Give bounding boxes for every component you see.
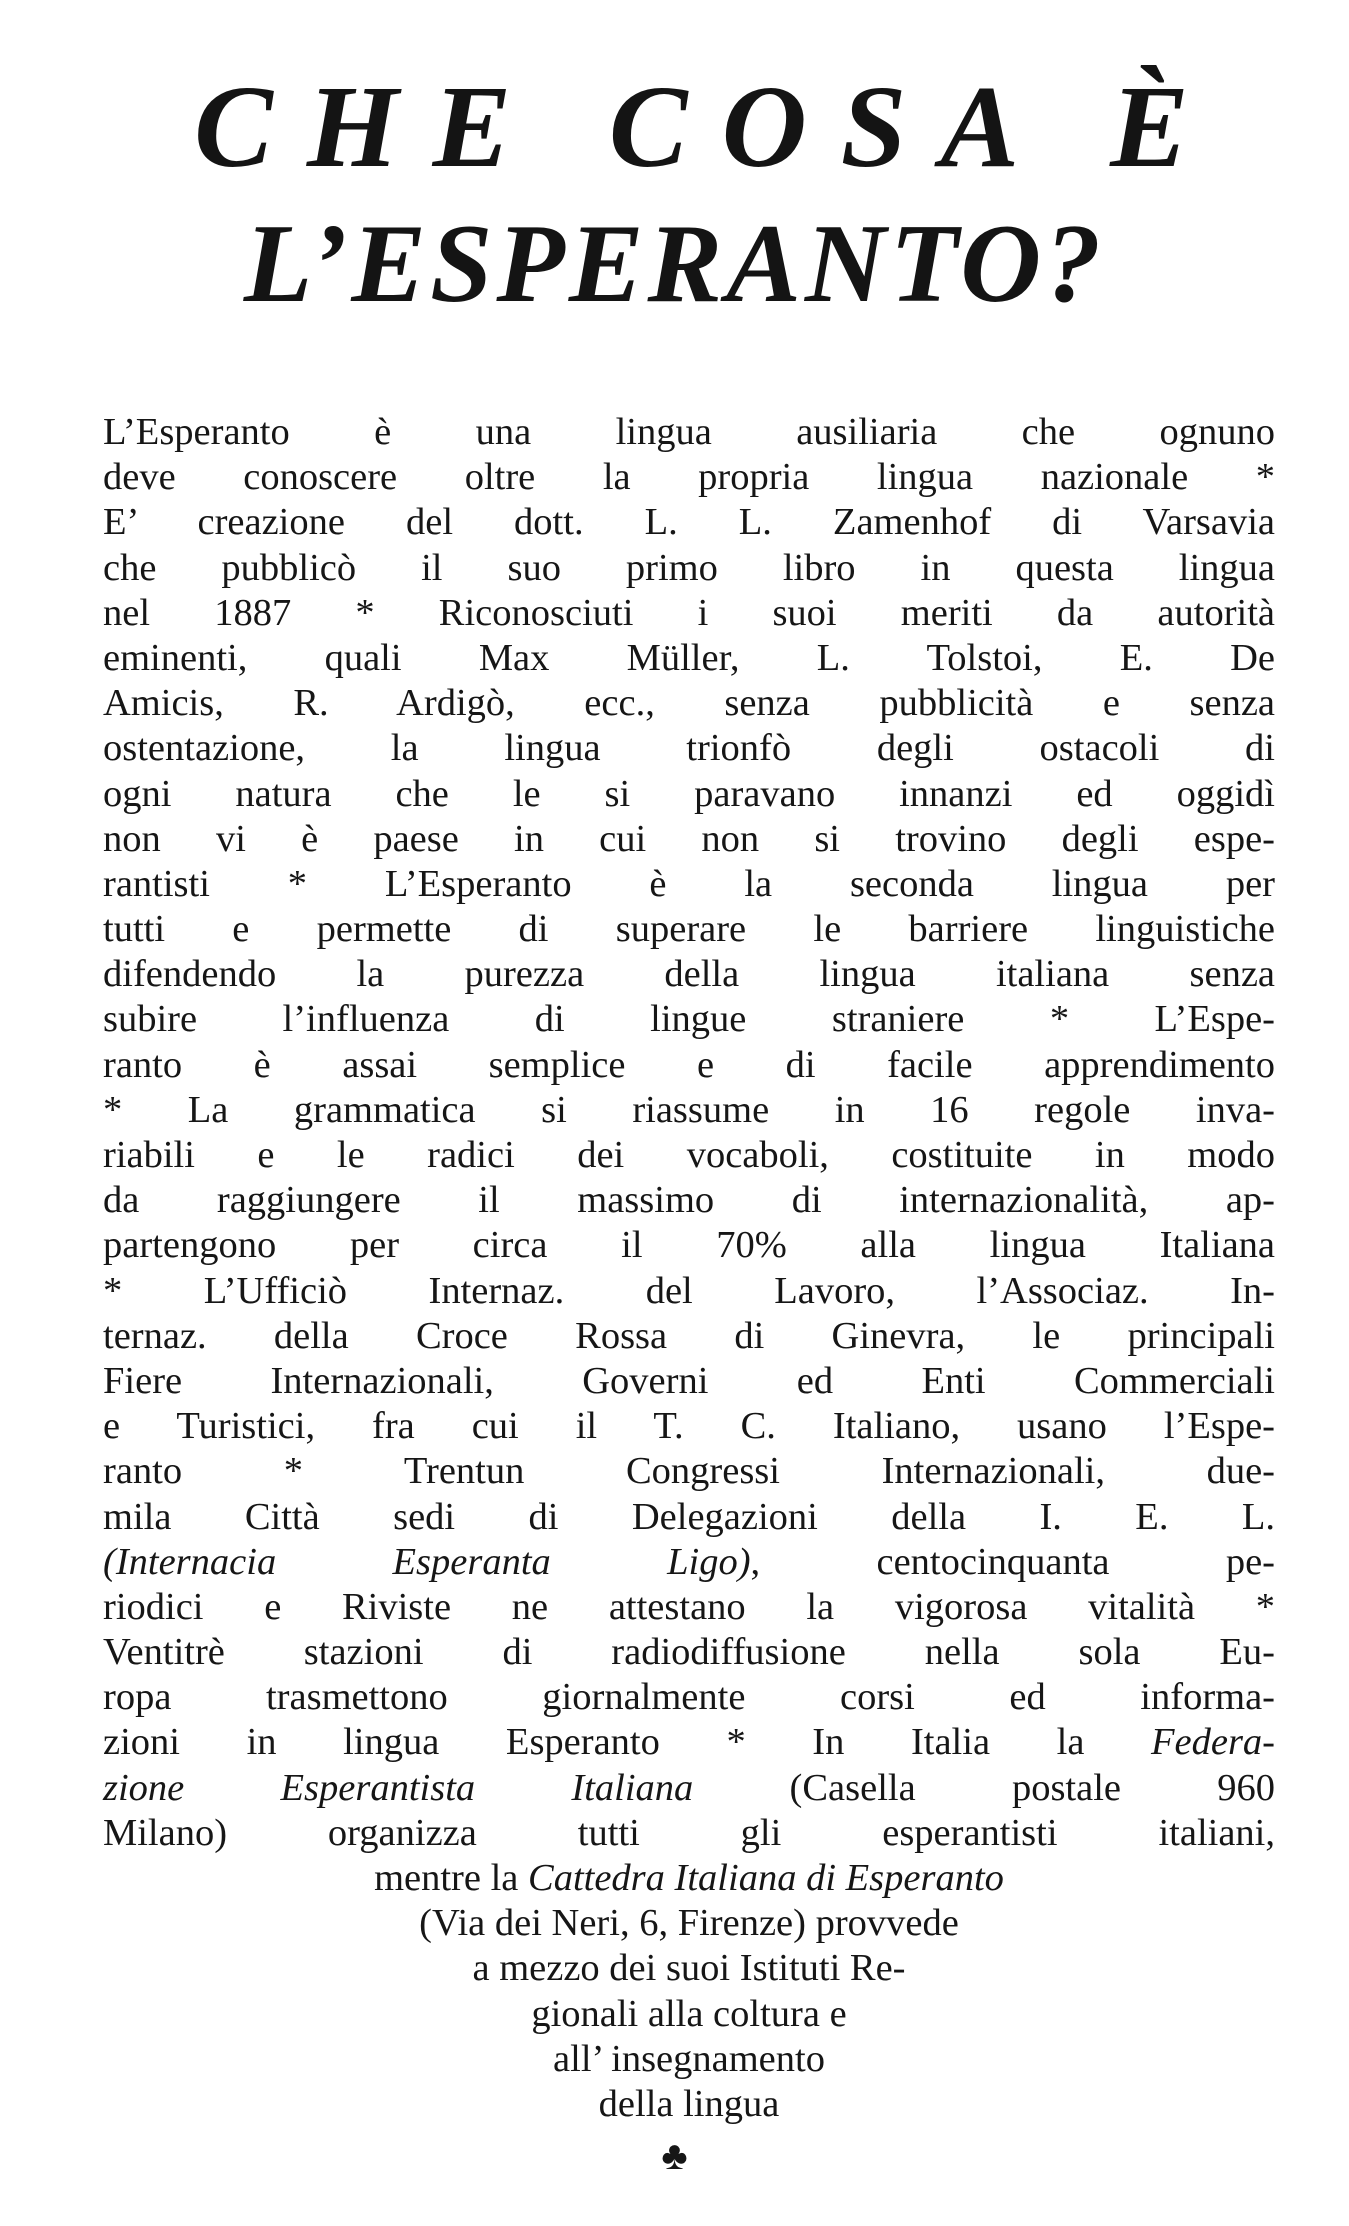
text-line (103, 1856, 1275, 1901)
text-line: ternaz. della Croce Rossa di Ginevra, le principali (103, 1314, 1275, 1357)
club-ornament-icon: ♣ (661, 2133, 688, 2178)
text-line (103, 1540, 1275, 1585)
text-line (103, 1720, 1275, 1765)
text-line: nel 1887 * Riconosciuti i suoi meriti da autorità (103, 591, 1275, 634)
text-line (103, 1766, 1275, 1811)
text-line: Ventitrè stazioni di radiodiffusione nella sola Eu- (103, 1631, 1275, 1674)
text-line: partengono per circa il 70% alla lingua Italiana (103, 1224, 1275, 1267)
text-line: L’Esperanto è una lingua ausiliaria che ognuno (103, 411, 1275, 453)
body-text (103, 410, 1275, 2127)
text-line: Amicis, R. Ardigò, ecc., senza pubblicità e senza (103, 682, 1275, 725)
text-line: * La grammatica si riassume in 16 regole inva- (103, 1088, 1275, 1131)
text-line: riabili e le radici dei vocaboli, costituite in modo (103, 1134, 1275, 1176)
text-line: rantisti * L’Esperanto è la seconda lingua per (103, 862, 1275, 905)
text-line: eminenti, quali Max Müller, L. Tolstoi, E. De (103, 636, 1275, 679)
text-line: subire l’influenza di lingue straniere * L’Espe- (103, 998, 1275, 1041)
italic-text: Cattedra Italiana di Esperanto (528, 1857, 1004, 1899)
title-line-1: CHE COSA È (194, 61, 1223, 192)
text-line: ogni natura che le si paravano innanzi ed oggidì (103, 772, 1275, 815)
text-line: all’ insegnamento (553, 2037, 825, 2080)
text-line: della lingua (598, 2082, 780, 2125)
text-line: ranto * Trentun Congressi Internazionali, due- (103, 1450, 1275, 1493)
text-line: Fiere Internazionali, Governi ed Enti Commerciali (103, 1359, 1275, 1402)
text-line: tutti e permette di superare le barriere linguistiche (103, 908, 1275, 951)
text-line: difendendo la purezza della lingua italiana senza (103, 953, 1275, 996)
text-line: (Via dei Neri, 6, Firenze) provvede (419, 1902, 959, 1945)
italic-text: zione Esperantista Italiana (103, 1766, 694, 1809)
text-line: riodici e Riviste ne attestano la vigorosa vitalità * (103, 1585, 1275, 1628)
text-line: mila Città sedi di Delegazioni della I. E. L. (103, 1495, 1275, 1538)
text-line: ranto è assai semplice e di facile apprendimento (103, 1043, 1275, 1086)
title-line-2: L’ESPERANTO? (243, 202, 1106, 326)
text-line: Milano) organizza tutti gli esperantisti italiani, (103, 1811, 1275, 1854)
text-line: da raggiungere il massimo di internazionalità, ap- (103, 1179, 1275, 1222)
text-line: * L’Ufficiò Internaz. del Lavoro, l’Associaz. In- (103, 1269, 1275, 1312)
text-line: e Turistici, fra cui il T. C. Italiano, usano l’Espe- (103, 1405, 1275, 1448)
text-line: E’ creazione del dott. L. L. Zamenhof di Varsavia (103, 501, 1275, 544)
text-line: deve conoscere oltre la propria lingua nazionale * (103, 456, 1275, 499)
italic-text: (Internacia Esperanta Ligo) (103, 1540, 751, 1583)
text-line: ostentazione, la lingua trionfò degli ostacoli di (103, 727, 1275, 770)
text-line: gionali alla coltura e (531, 1992, 847, 2035)
italic-text: Federa- (1151, 1721, 1275, 1764)
text-run: zioni in lingua Esperanto * In Italia la (103, 1721, 1151, 1764)
text-line: a mezzo dei suoi Istituti Re- (472, 1947, 906, 1990)
text-line: che pubblicò il suo primo libro in questa lingua (103, 546, 1275, 589)
text-line: ropa trasmettono giornalmente corsi ed informa- (103, 1676, 1275, 1719)
text-line: non vi è paese in cui non si trovino degli espe- (103, 817, 1275, 860)
text-run: mentre la (374, 1857, 529, 1899)
text-run: (Casella postale 960 (693, 1766, 1275, 1809)
text-run: , centocinquanta pe- (750, 1540, 1275, 1583)
